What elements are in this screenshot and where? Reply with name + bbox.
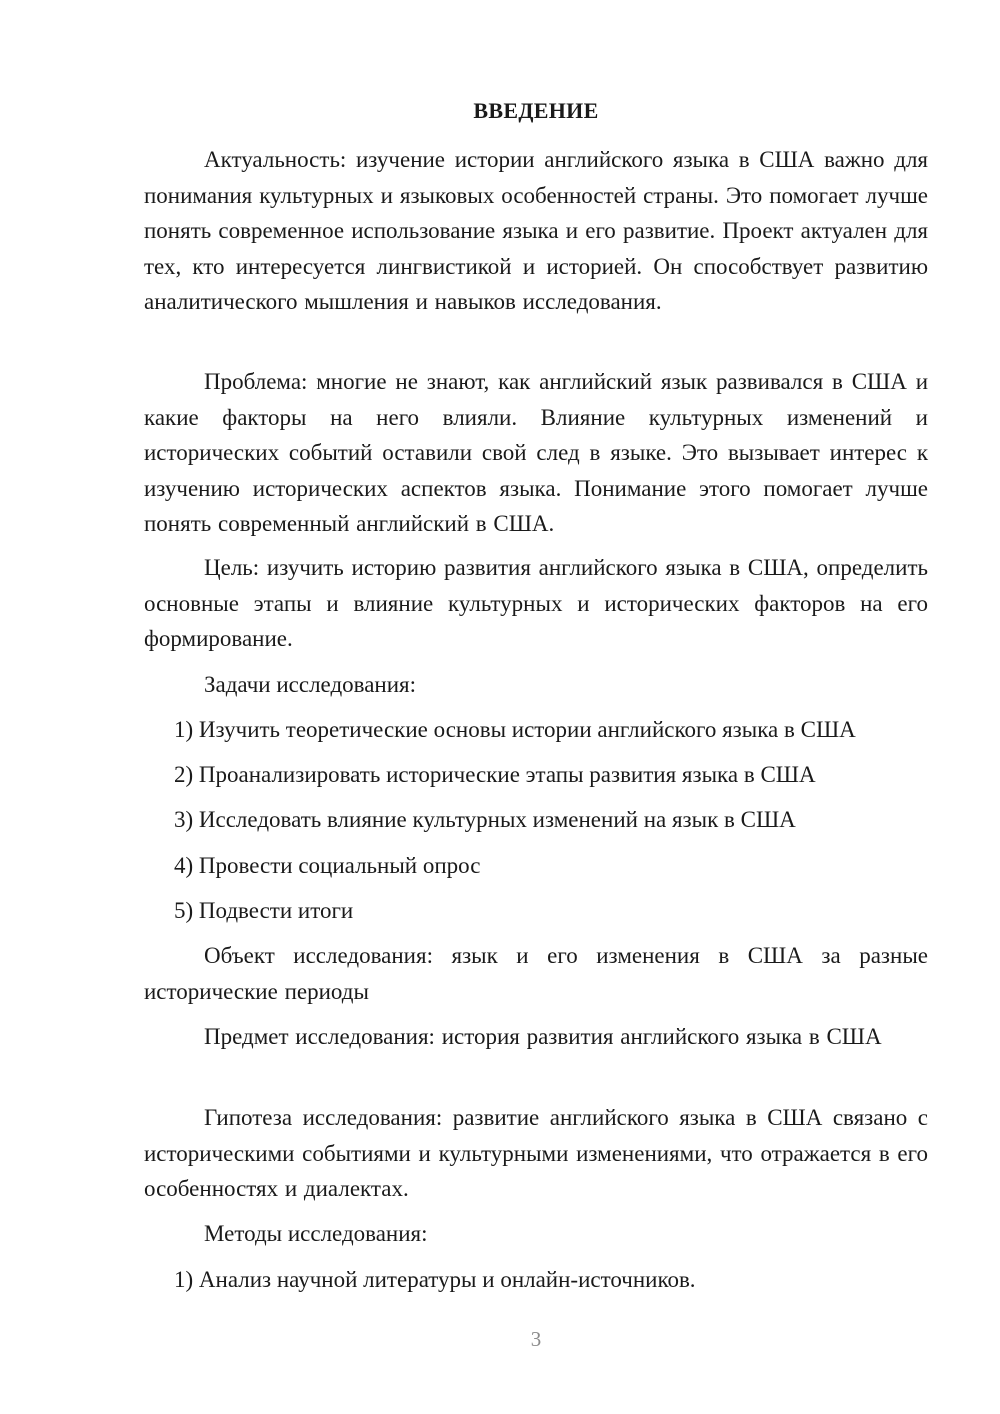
section-heading: ВВЕДЕНИЕ [473,98,599,123]
task-item: 2) Проанализировать исторические этапы развития языка в США [174,762,816,787]
task-item: 1) Изучить теоретические основы истории английского языка в США [174,717,856,742]
tasks-label: Задачи исследования: [204,672,417,697]
task-item: 4) Провести социальный опрос [174,853,481,878]
task-item: 5) Подвести итоги [174,898,354,923]
methods-label: Методы исследования: [204,1221,428,1246]
goal-paragraph: Цель: изучить историю развития английского языка в США, определить основные этапы и влияние культурных и исторических факторов на его формирование. [144,555,928,651]
subject-paragraph: Предмет исследования: история развития английского языка в США [204,1024,882,1049]
hypothesis-paragraph: Гипотеза исследования: развитие английского языка в США связано с историческими событиями и культурными изменениями, что отражается в его особенностях и диалектах. [144,1105,928,1201]
page-number: 3 [530,1327,542,1351]
relevance-paragraph: Актуальность: изучение истории английского языка в США важно для понимания культурных и языковых особенностей страны. Это помогает лучше понять современное использование языка и его развитие. Проект актуален для тех, кто интересуется лингвистикой и историей. Он способствует развитию аналитического мышления и навыков исследования. [144,147,928,314]
problem-paragraph: Проблема: многие не знают, как английский язык развивался в США и какие факторы на него влияли. Влияние культурных изменений и исторических событий оставили свой след в языке. Это вызывает интерес к изучению исторических аспектов языка. Понимание этого помогает лучше понять современный английский в США. [144,369,928,536]
method-item: 1) Анализ научной литературы и онлайн-источников. [174,1267,696,1292]
document-page [144,0,928,1414]
object-paragraph: Объект исследования: язык и его изменения в США за разные исторические периоды [144,943,928,1004]
task-item: 3) Исследовать влияние культурных изменений на язык в США [174,807,796,832]
